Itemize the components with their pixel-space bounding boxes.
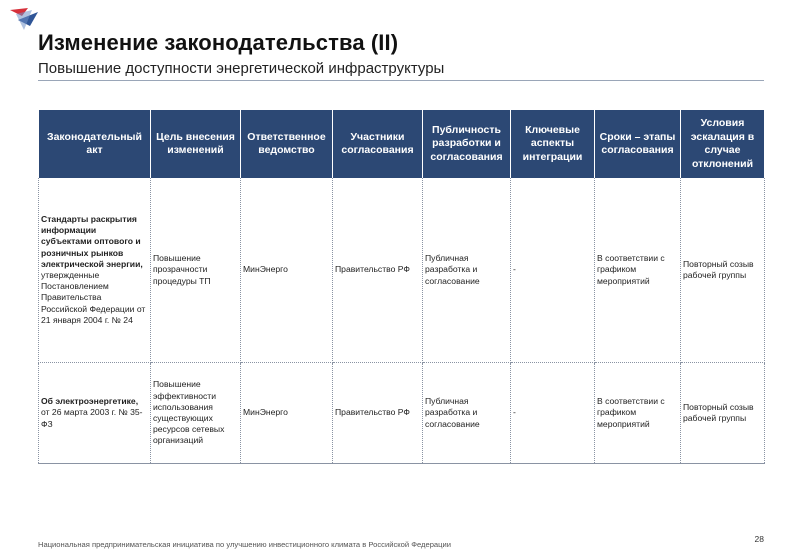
- column-header-publicity: Публичность разработки и согласования: [423, 110, 511, 178]
- column-header-agency: Ответственное ведомство: [241, 110, 333, 178]
- cell-participants: Правительство РФ: [333, 363, 423, 464]
- column-header-goal: Цель внесения изменений: [151, 110, 241, 178]
- column-header-act: Законодательный акт: [39, 110, 151, 178]
- footer-text: Национальная предпринимательская инициатива по улучшению инвестиционного климата в Российской Федерации: [38, 540, 451, 549]
- cell-integration: -: [511, 178, 595, 363]
- page-number: 28: [754, 534, 764, 544]
- table-row: [39, 178, 765, 363]
- page-title: Изменение законодательства (II): [38, 30, 399, 55]
- cell-goal: Повышение эффективности использования существующих ресурсов сетевых организаций: [151, 363, 241, 464]
- page-subtitle: Повышение доступности энергетической инфраструктуры: [38, 60, 445, 77]
- cell-act: [39, 363, 151, 464]
- table-header-row: [39, 110, 765, 178]
- cell-act: [39, 178, 151, 363]
- cell-publicity: Публичная разработка и согласование: [423, 178, 511, 363]
- act-title: Об электроэнергетике,: [41, 396, 139, 407]
- cell-timing: В соответствии с графиком мероприятий: [595, 363, 681, 464]
- table-row: [39, 363, 765, 464]
- cell-participants: Правительство РФ: [333, 178, 423, 363]
- cell-publicity: Публичная разработка и согласование: [423, 363, 511, 464]
- column-header-participants: Участники согласования: [333, 110, 423, 178]
- column-header-timing: Сроки – этапы согласования: [595, 110, 681, 178]
- cell-agency: МинЭнерго: [241, 178, 333, 363]
- act-title: Стандарты раскрытия информации субъектами оптового и розничных рынков электрической энергии,: [41, 213, 143, 269]
- cell-agency: МинЭнерго: [241, 363, 333, 464]
- legislation-table: [38, 110, 765, 464]
- cell-escalation: Повторный созыв рабочей группы: [681, 363, 765, 464]
- cell-integration: -: [511, 363, 595, 464]
- act-details: от 26 марта 2003 г. № 35-ФЗ: [41, 407, 143, 429]
- act-details: утвержденные Постановлением Правительства Российской Федерации от 21 января 2004 г. № 24: [41, 270, 146, 325]
- column-header-escalation: Условия эскалация в случае отклонений: [681, 110, 765, 178]
- title-divider: [38, 80, 764, 81]
- cell-goal: Повышение прозрачности процедуры ТП: [151, 178, 241, 363]
- column-header-integration: Ключевые аспекты интеграции: [511, 110, 595, 178]
- cell-escalation: Повторный созыв рабочей группы: [681, 178, 765, 363]
- cell-timing: В соответствии с графиком мероприятий: [595, 178, 681, 363]
